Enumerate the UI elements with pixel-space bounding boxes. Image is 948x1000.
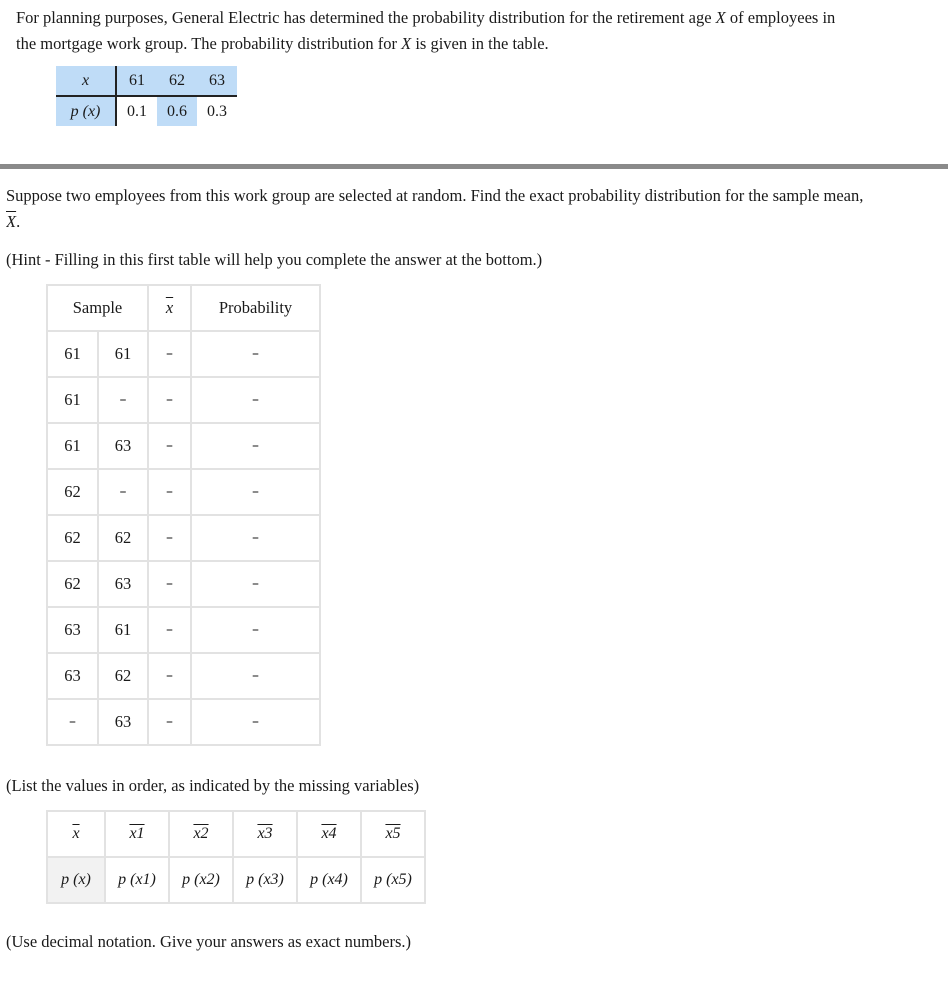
sample-table bbox=[46, 284, 321, 746]
sample-row bbox=[47, 699, 320, 745]
footer-note: (Use decimal notation. Give your answers as exact numbers.) bbox=[6, 932, 412, 951]
question-xbar-line: $\overline{X}$. bbox=[6, 212, 21, 231]
sample-second-value: 62 bbox=[98, 515, 148, 561]
xbar-input[interactable]: – bbox=[148, 699, 191, 745]
sample-first-value: 62 bbox=[47, 561, 98, 607]
answer-table bbox=[46, 810, 426, 904]
sample-table-header bbox=[47, 285, 320, 331]
sample-second-value: 63 bbox=[98, 561, 148, 607]
xbar-input[interactable]: – bbox=[148, 607, 191, 653]
sample-first-value: 61 bbox=[47, 331, 98, 377]
sample-first-value: 61 bbox=[47, 377, 98, 423]
sample-row bbox=[47, 469, 320, 515]
answer-xbar-input[interactable]: x2 bbox=[169, 811, 233, 857]
probability-input[interactable]: – bbox=[191, 469, 320, 515]
sample-first-value: 63 bbox=[47, 607, 98, 653]
intro-line-1: For planning purposes, General Electric has determined the probability distribution for the retirement age X of employees in bbox=[16, 8, 836, 27]
hint-text: (Hint - Filling in this first table will help you complete the answer at the bottom.) bbox=[6, 250, 543, 269]
sample-header: Sample bbox=[47, 285, 148, 331]
sample-table-body bbox=[47, 331, 320, 745]
answer-xbar-row bbox=[47, 811, 425, 857]
dist-p-value: 0.1 bbox=[116, 96, 157, 126]
dist-p-label: p (x) bbox=[56, 96, 116, 126]
answer-p-input[interactable]: p (x4) bbox=[297, 857, 361, 903]
xbar-header: $\overline{x}$ bbox=[148, 285, 191, 331]
sample-first-input[interactable]: – bbox=[47, 699, 98, 745]
sample-row bbox=[47, 423, 320, 469]
sample-first-value: 61 bbox=[47, 423, 98, 469]
distribution-table bbox=[56, 66, 237, 126]
sample-row bbox=[47, 607, 320, 653]
answer-p-input[interactable]: p (x1) bbox=[105, 857, 169, 903]
answer-xbar-input[interactable]: x4 bbox=[297, 811, 361, 857]
answer-xbar-input[interactable]: x5 bbox=[361, 811, 425, 857]
answer-p-input[interactable]: p (x2) bbox=[169, 857, 233, 903]
answer-p-row bbox=[47, 857, 425, 903]
dist-x-value: 61 bbox=[116, 66, 157, 96]
answer-xbar-header: $\overline{x}$ bbox=[47, 811, 105, 857]
dist-p-value: 0.3 bbox=[197, 96, 237, 126]
sample-first-value: 62 bbox=[47, 515, 98, 561]
probability-input[interactable]: – bbox=[191, 377, 320, 423]
sample-row bbox=[47, 561, 320, 607]
probability-input[interactable]: – bbox=[191, 515, 320, 561]
xbar-input[interactable]: – bbox=[148, 423, 191, 469]
answer-p-input[interactable]: p (x5) bbox=[361, 857, 425, 903]
dist-p-value: 0.6 bbox=[157, 96, 197, 126]
probability-input[interactable]: – bbox=[191, 331, 320, 377]
dist-x-value: 63 bbox=[197, 66, 237, 96]
dist-row-x bbox=[56, 66, 237, 96]
answer-xbar-input[interactable]: x3 bbox=[233, 811, 297, 857]
xbar-symbol: $\overline{X}$ bbox=[6, 212, 17, 231]
sample-second-value: 63 bbox=[98, 423, 148, 469]
xbar-input[interactable]: – bbox=[148, 331, 191, 377]
intro-paragraph bbox=[16, 5, 936, 57]
dist-x-value: 62 bbox=[157, 66, 197, 96]
probability-input[interactable]: – bbox=[191, 607, 320, 653]
xbar-input[interactable]: – bbox=[148, 377, 191, 423]
sample-row bbox=[47, 377, 320, 423]
sample-second-input[interactable]: – bbox=[98, 469, 148, 515]
xbar-input[interactable]: – bbox=[148, 561, 191, 607]
sample-second-value: 62 bbox=[98, 653, 148, 699]
sample-second-input[interactable]: – bbox=[98, 377, 148, 423]
sample-row bbox=[47, 331, 320, 377]
sample-second-value: 63 bbox=[98, 699, 148, 745]
xbar-input[interactable]: – bbox=[148, 653, 191, 699]
question-text bbox=[6, 183, 946, 235]
xbar-input[interactable]: – bbox=[148, 469, 191, 515]
probability-header: Probability bbox=[191, 285, 320, 331]
sample-second-value: 61 bbox=[98, 607, 148, 653]
answer-xbar-input[interactable]: x1 bbox=[105, 811, 169, 857]
sample-row bbox=[47, 515, 320, 561]
probability-input[interactable]: – bbox=[191, 653, 320, 699]
dist-x-label: x bbox=[56, 66, 116, 96]
probability-input[interactable]: – bbox=[191, 561, 320, 607]
sample-row bbox=[47, 653, 320, 699]
probability-input[interactable]: – bbox=[191, 699, 320, 745]
section-divider bbox=[0, 164, 948, 169]
sample-first-value: 62 bbox=[47, 469, 98, 515]
answer-p-input[interactable]: p (x3) bbox=[233, 857, 297, 903]
answer-p-header: p (x) bbox=[47, 857, 105, 903]
dist-row-p bbox=[56, 96, 237, 126]
sample-second-value: 61 bbox=[98, 331, 148, 377]
xbar-input[interactable]: – bbox=[148, 515, 191, 561]
list-note: (List the values in order, as indicated by the missing variables) bbox=[6, 776, 420, 795]
sample-first-value: 63 bbox=[47, 653, 98, 699]
intro-line-2: the mortgage work group. The probability distribution for X is given in the table. bbox=[16, 34, 549, 53]
probability-input[interactable]: – bbox=[191, 423, 320, 469]
question-line-1: Suppose two employees from this work group are selected at random. Find the exact probability distribution for the sample mean, bbox=[6, 186, 864, 205]
